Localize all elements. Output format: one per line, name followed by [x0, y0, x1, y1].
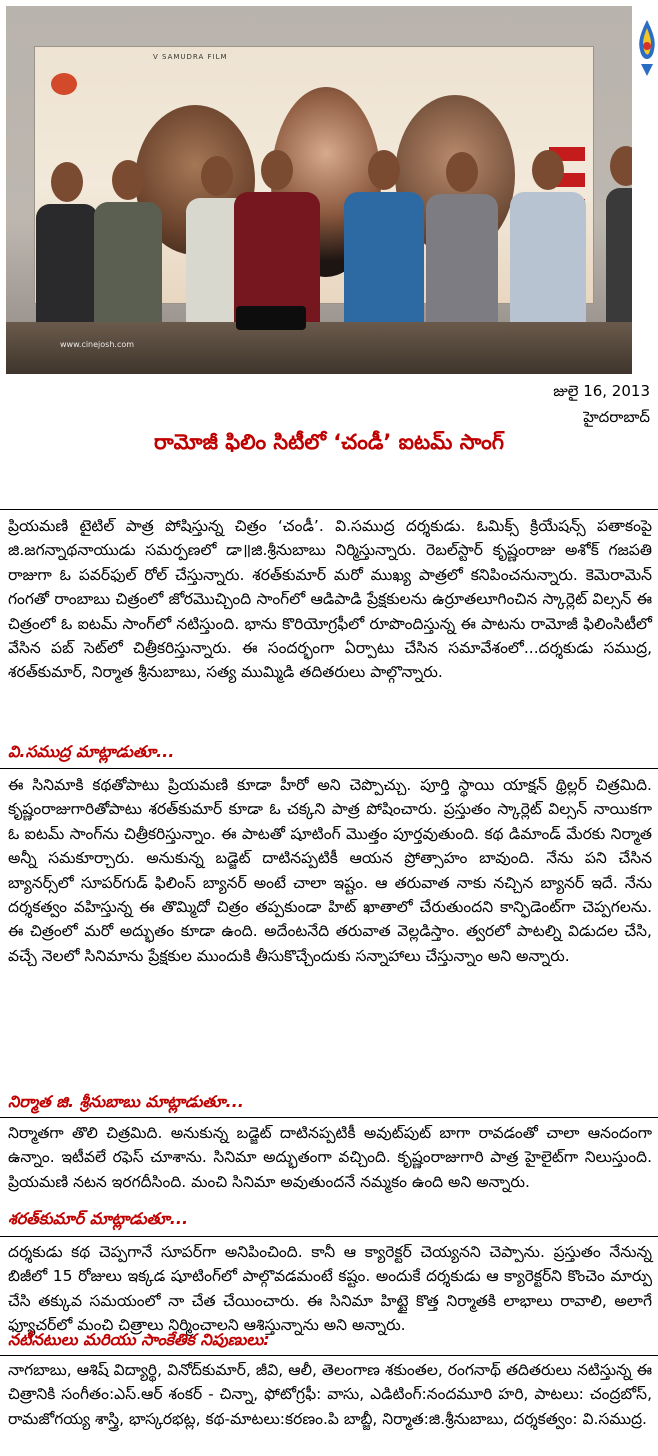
person: [234, 150, 320, 328]
person: [606, 146, 632, 328]
poster-logo: [51, 73, 77, 95]
person: [426, 152, 498, 328]
section-text-producer: నిర్మాతగా తొలి చిత్రమిది. అనుకున్న బడ్జెట్ దాటినప్పటికీ అవుట్‌పుట్ బాగా రావడంతో చాలా ఆనందంగా ఉన్నాం. ఇటీవలే రఫెస్ చూశాను. సినిమా అద్భుతంగా వచ్చింది. కృష్ణంరాజుగారి పాత్ర హైలైట్‌గా నిలుస్తుంది. ప్రియమణి నటన ఇరగదీసింది. మంచి సినిమా అవుతుందనే నమ్మకం ఉంది అని అన్నారు.: [8, 1124, 652, 1191]
section-heading-sarathkumar: శరత్‌కుమార్ మాట్లాడుతూ...: [8, 1209, 189, 1228]
section-heading-director: వి.సముద్ర మాట్లాడుతూ...: [8, 742, 175, 761]
section-heading-cast-crew: నటీనటులు మరియు సాంకేతిక నిపుణులు:: [8, 1330, 270, 1349]
photo-watermark: www.cinejosh.com: [60, 340, 135, 349]
poster-credit: V SAMUDRA FILM: [153, 53, 228, 61]
section-heading-producer: నిర్మాత జి. శ్రీనుబాబు మాట్లాడుతూ...: [8, 1092, 244, 1111]
section-text-director: ఈ సినిమాకి కథతోపాటు ప్రియమణి కూడా హీరో అని చెప్పొచ్చు. పూర్తి స్థాయి యాక్షన్ థ్రిల్లర్ చిత్రమిది. కృష్ణంరాజుగారితోపాటు శరత్‌కుమార్ కూడా ఓ చక్కని పాత్ర పోషించారు. ప్రస్తుతం స్కార్లెట్ విల్సన్ నాయికగా ఓ ఐటమ్ సాంగ్‌ను చిత్రీకరిస్తున్నాం. ఈ పాటతో షూటింగ్ మొత్తం పూర్తవుతుంది. కథ డిమాండ్ మేరకు నిర్మాత అన్నీ సమకూర్చారు. అనుకున్న బడ్జెట్ దాటినప్పటికీ ఆయన ప్రోత్సాహం బావుంది. నేను పని చేసిన బ్యానర్స్‌లో సూపర్‌గుడ్ ఫిలింస్ బ్యానర్ అంటే చాలా ఇష్టం. ఆ తరువాత నాకు నచ్చిన బ్యానర్ ఇదే. నేను దర్శకత్వం వహిస్తున్న ఈ తొమ్మిదో చిత్రం తప్పకుండా హిట్ ఖాతాలో చేరుతుందని కాన్ఫిడెంట్‌గా చెప్పగలను. ఈ చిత్రంలో మరో అద్భుతం కూడా ఉంది. అదేంటనేది తరువాత వెల్లడిస్తాం. త్వరలో పాటల్ని విడుదల చేసి, వచ్చే నెలలో సినిమాను ప్రేక్షకుల ముందుకి తీసుకొచ్చేందుకు సన్నాహాలు చేస్తున్నాం అని అన్నారు.: [8, 776, 652, 965]
divider: [0, 509, 658, 510]
article-place: హైదరాబాద్: [583, 408, 650, 426]
person: [94, 160, 162, 328]
divider: [0, 1236, 658, 1237]
person: [36, 162, 98, 328]
person: [344, 150, 424, 328]
intro-paragraph: ప్రియమణి టైటిల్ పాత్ర పోషిస్తున్న చిత్రం ‘చండీ’. వి.సముద్ర దర్శకుడు. ఓమిక్స్ క్రియేషన్స్ పతాకంపై జి.జగన్నాథనాయుడు సమర్పణలో డా॥జి.శ్రీనుబాబు నిర్మిస్తున్నారు. రెబల్‌స్టార్ కృష్ణంరాజు అశోక్ గజపతి రాజుగా ఓ పవర్‌ఫుల్ రోల్ చేస్తున్నారు. శరత్‌కుమార్ మరో ముఖ్య పాత్రలో కనిపించనున్నారు. కెమెరామెన్ గంగతో రాంబాబు చిత్రంలో జోరమొచ్చింది సాంగ్‌లో ఆడిపాడి ప్రేక్షకులను ఉర్రూతలూగించిన స్కార్లెట్ విల్సన్ ఈ చిత్రంలో ఓ ఐటమ్ సాంగ్‌లో నటిస్తుంది. భాను కొరియోగ్రఫీలో రూపొందిస్తున్న ఈ పాటను రామోజీ ఫిలింసిటీలో వేసిన పబ్ సెట్‌లో చిత్రీకరిస్తున్నారు. ఈ సందర్భంగా ఏర్పాటు చేసిన సమావేశంలో...దర్శకుడు సముద్ర, శరత్‌కుమార్, నిర్మాత శ్రీనుబాబు, సత్య ముమ్మిడి తదితరులు పాల్గొన్నారు.: [8, 517, 652, 682]
divider: [0, 1355, 658, 1356]
article-headline: రామోజీ ఫిలిం సిటీలో ‘చండీ’ ఐటమ్ సాంగ్: [153, 430, 505, 454]
section-text-cast-crew: నాగబాబు, ఆశిష్ విద్యార్థి, వినోద్‌కుమార్, జీవి, ఆలీ, తెలంగాణ శకుంతల, రంగనాథ్ తదితరులు నటిస్తున్న ఈ చిత్రానికి సంగీతం:ఎస్.ఆర్ శంకర్ - చిన్నా, ఫోటోగ్రఫీ: వాసు, ఎడిటింగ్:నందమూరి హరి, పాటలు: చంద్రబోస్, రామజోగయ్య శాస్త్రి, భాస్కరభట్ల, కథ-మాటలు:కరణం.పి బాబ్జీ, నిర్మాత:జి.శ్రీనుబాబు, దర్శకత్వం: వి.సముద్ర.: [8, 1361, 652, 1428]
divider: [0, 1117, 658, 1118]
event-photo: [6, 6, 632, 374]
divider: [0, 768, 658, 769]
article-date: జులై 16, 2013: [553, 382, 650, 400]
section-text-sarathkumar: దర్శకుడు కథ చెప్పగానే సూపర్‌గా అనిపించింది. కానీ ఆ క్యారెక్టర్ చెయ్యనని చెప్పాను. ప్రస్తుతం నేనున్న బిజీలో 15 రోజులు ఇక్కడ షూటింగ్‌లో పాల్గొవడమంటే కష్టం. అందుకే దర్శకుడు ఆ క్యారెక్టర్‌ని కొంచెం మార్పు చేసి తక్కువ సమయంలో నా చేత చేయించారు. ఈ సినిమా హిట్టై కొత్త నిర్మాతకి లాభాలు రావాలి, అలాగే ఫ్యూచర్‌లో మంచి చిత్రాలు నిర్మించాలని ఆశిస్తున్నాను అని అన్నారు.: [8, 1243, 652, 1335]
person: [510, 150, 586, 328]
dateline: [553, 378, 650, 430]
site-logo-icon: [636, 18, 658, 80]
microphones: [236, 306, 306, 330]
